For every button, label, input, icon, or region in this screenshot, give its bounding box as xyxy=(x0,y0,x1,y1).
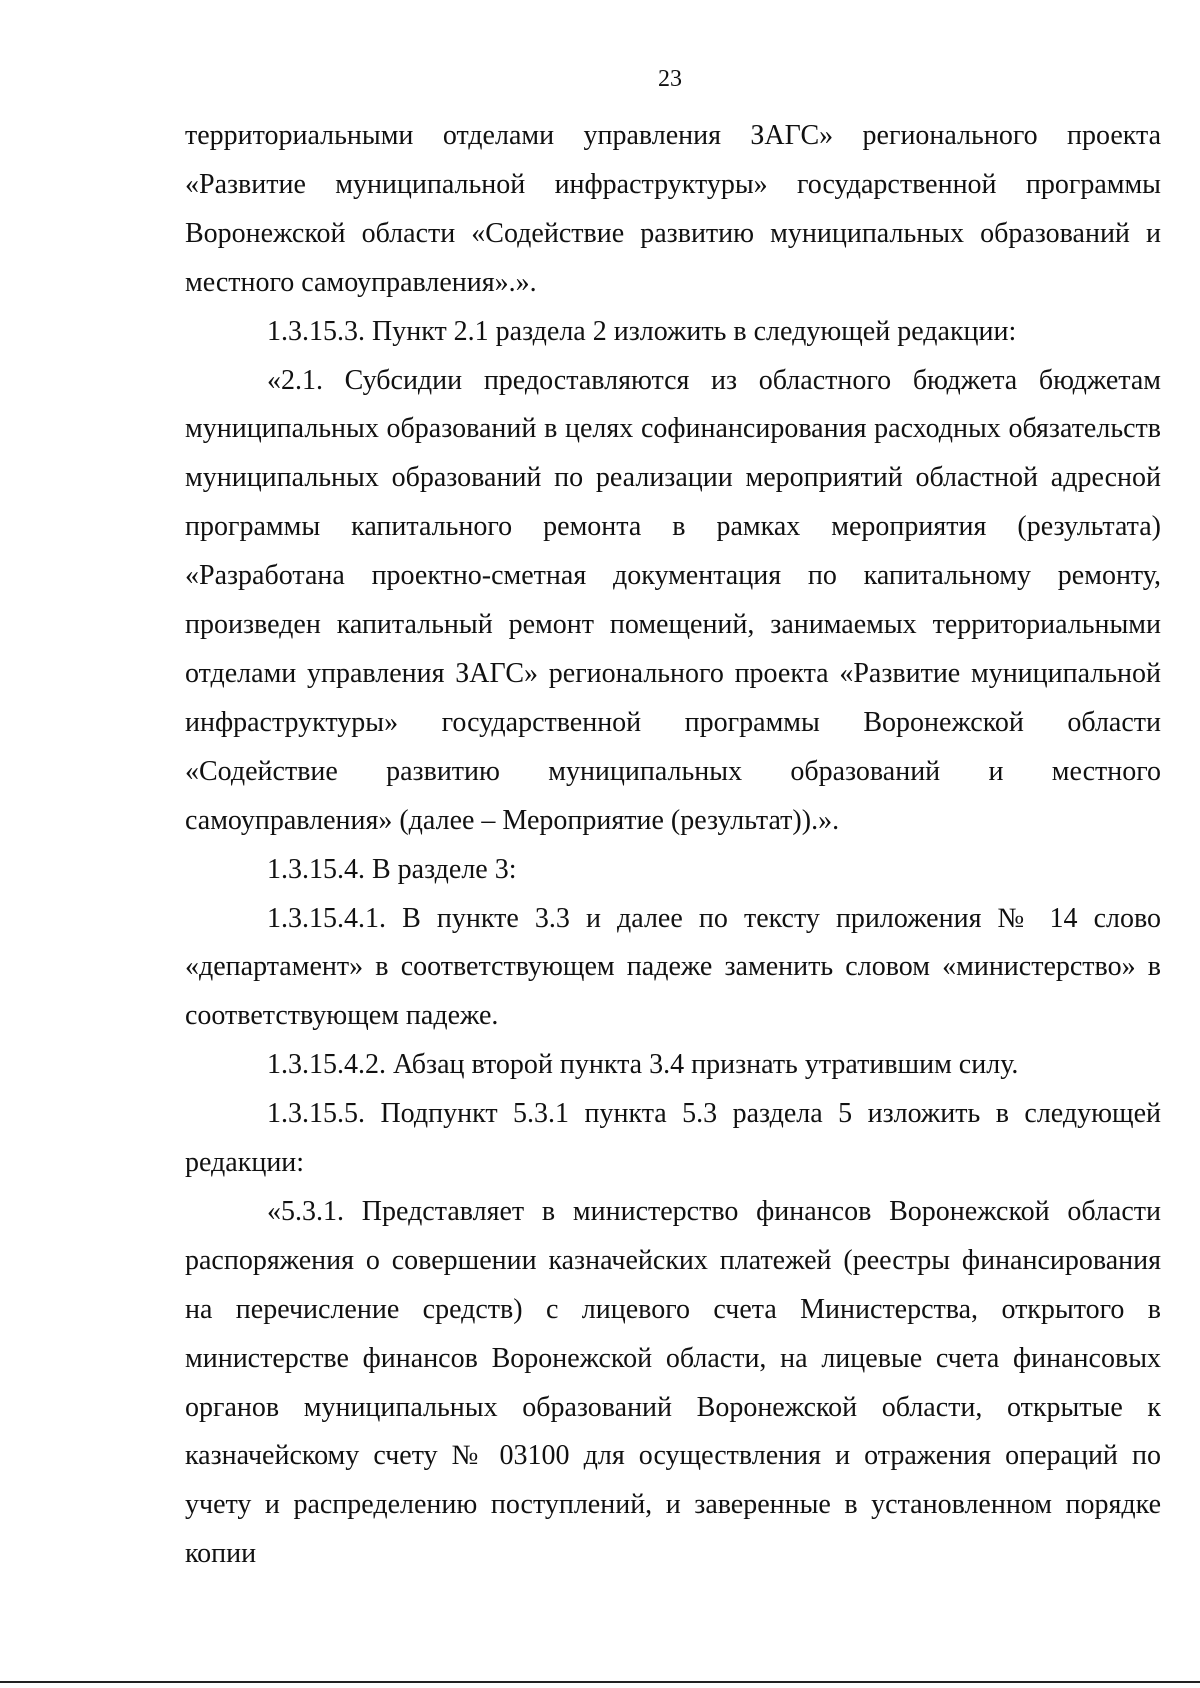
paragraph-3: «2.1. Субсидии предоставляются из областного бюджета бюджетам муниципальных образований в целях софинансирования расходных обязательств муниципальных образований по реализации мероприятий областной адресной программы капитального ремонта в рамках мероприятия (результата) «Разработана проектно-сметная документация по капитальному ремонту, произведен капитальный ремонт помещений, занимаемых территориальными отделами управления ЗАГС» регионального проекта «Развитие муниципальной инфраструктуры» государственной программы Воронежской области «Содействие развитию муниципальных образований и местного самоуправления» (далее – Мероприятие (результат)).». xyxy=(185,364,1161,836)
paragraph-1: территориальными отделами управления ЗАГС» регионального проекта «Развитие муниципальной инфраструктуры» государственной программы Воронежской области «Содействие развитию муниципальных образований и местного самоуправления».». xyxy=(185,120,1161,298)
paragraph-6: 1.3.15.4.2. Абзац второй пункта 3.4 признать утратившим силу. xyxy=(267,1049,1019,1081)
paragraph-5: 1.3.15.4.1. В пункте 3.3 и далее по тексту приложения № 14 слово «департамент» в соответствующем падеже заменить словом «министерство» в соответствующем падеже. xyxy=(185,902,1161,1032)
bottom-divider xyxy=(0,1681,1200,1683)
paragraph-4: 1.3.15.4. В разделе 3: xyxy=(267,853,517,885)
paragraph-2: 1.3.15.3. Пункт 2.1 раздела 2 изложить в следующей редакции: xyxy=(267,315,1017,347)
page-number: 23 xyxy=(658,66,682,92)
paragraph-7: 1.3.15.5. Подпункт 5.3.1 пункта 5.3 раздела 5 изложить в следующей редакции: xyxy=(185,1098,1161,1179)
paragraph-8: «5.3.1. Представляет в министерство финансов Воронежской области распоряжения о совершении казначейских платежей (реестры финансирования на перечисление средств) с лицевого счета Министерства, открытого в министерстве финансов Воронежской области, на лицевые счета финансовых органов муниципальных образований Воронежской области, открытые к казначейскому счету № 03100 для осуществления и отражения операций по учету и распределению поступлений, и заверенные в установленном порядке копии xyxy=(185,1195,1161,1570)
document-body xyxy=(185,112,1161,1579)
